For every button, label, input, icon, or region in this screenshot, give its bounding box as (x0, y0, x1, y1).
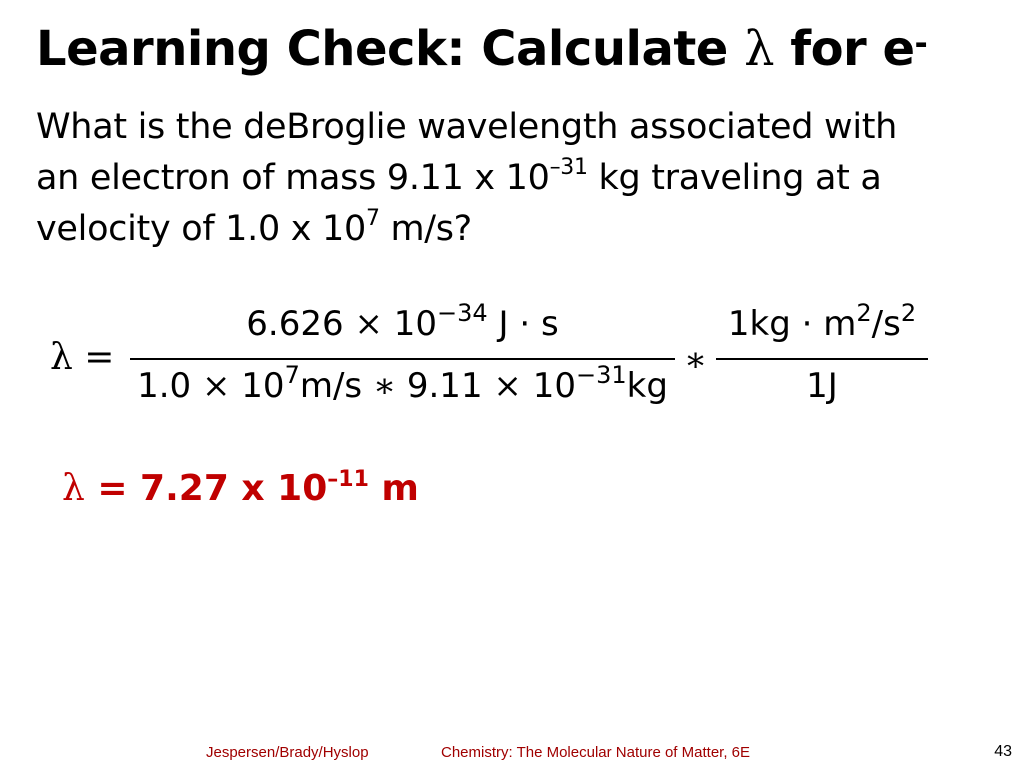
answer-unit: m (368, 468, 419, 509)
title-suffix: for e (773, 21, 915, 77)
conv-exponent-s: 2 (900, 299, 917, 327)
question-line2b: kg traveling at a (587, 158, 882, 198)
conv-kg: 1kg (727, 304, 791, 344)
debroglie-equation (50, 300, 950, 430)
answer (62, 468, 419, 509)
question-text (36, 102, 996, 255)
page-number: 43 (994, 743, 1012, 760)
den-exponent-velocity: 7 (284, 361, 300, 389)
den-base: 10 (230, 366, 285, 406)
equation-denominator (130, 361, 675, 406)
fraction-bar-main (130, 358, 675, 360)
conv-exponent-m: 2 (856, 299, 872, 327)
footer-authors: Jespersen/Brady/Hyslop (206, 744, 369, 761)
conversion-numerator (716, 299, 928, 344)
times-sign: × (493, 366, 522, 406)
footer-book-title: Chemistry: The Molecular Nature of Matter, 6E (441, 744, 751, 761)
conv-m: m (823, 304, 857, 344)
num-exponent: −34 (437, 299, 488, 327)
times-sign: × (354, 304, 383, 344)
den-base: 10 (521, 366, 576, 406)
lambda-symbol: λ (744, 21, 774, 77)
slide-title (36, 18, 927, 80)
question-line3a: velocity of 1.0 x 10 (36, 209, 366, 249)
times-sign: × (201, 366, 231, 406)
answer-value: = 7.27 x 10 (84, 468, 328, 509)
title-superscript: - (914, 24, 928, 62)
dot-sign: · (508, 304, 541, 344)
multiply-star: ∗ (372, 366, 397, 406)
question-line1: What is the deBroglie wavelength associated with (36, 107, 898, 147)
den-mass-value: 9.11 (396, 366, 494, 406)
answer-exponent: –11 (327, 467, 369, 492)
den-velocity-unit: m/s (299, 366, 373, 406)
den-exponent-mass: −31 (575, 361, 627, 389)
conv-s: /s (871, 304, 901, 344)
question-line2a: an electron of mass 9.11 x 10 (36, 158, 550, 198)
fraction-bar-conversion (716, 358, 928, 360)
num-value: 6.626 (246, 304, 355, 344)
conversion-denominator: 1J (806, 366, 838, 406)
question-line3b: m/s? (379, 209, 472, 249)
den-velocity-value: 1.0 (137, 366, 202, 406)
num-unit-s: s (540, 304, 559, 344)
dot-sign: · (790, 304, 824, 344)
title-prefix: Learning Check: Calculate (36, 21, 745, 77)
num-unit-j: J (487, 304, 509, 344)
equation-numerator (130, 299, 675, 344)
multiply-star: ∗ (684, 340, 708, 380)
den-mass-unit: kg (626, 366, 668, 406)
question-line2-exponent: –31 (549, 155, 588, 180)
equation-lhs: λ = (50, 337, 115, 378)
question-line3-exponent: 7 (365, 206, 380, 231)
lambda-symbol: λ (62, 468, 85, 509)
num-base: 10 (382, 304, 438, 344)
